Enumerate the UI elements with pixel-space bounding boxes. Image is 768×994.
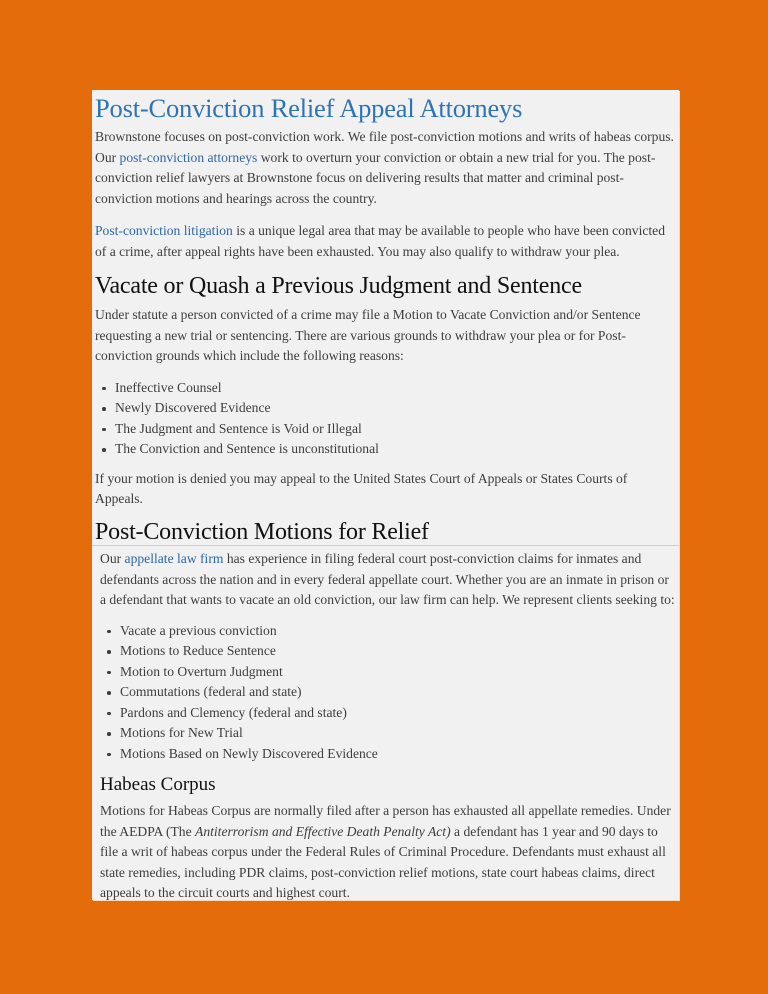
vacate-outro: If your motion is denied you may appeal to the United States Court of Appeals or States Courts of Appeals. bbox=[95, 470, 628, 506]
content-panel bbox=[92, 90, 679, 900]
section-overview bbox=[95, 90, 675, 547]
habeas-heading: Habeas Corpus bbox=[100, 774, 216, 795]
habeas-text: a defendant has 1 year and 90 days to file a writ of habeas corpus under the Federal Rules of Criminal Procedure. Defendants must exhaust all state remedies, including PDR claims, post-conviction relief motions, state court habeas claims, direct appeals to the circuit courts and highest court. bbox=[100, 823, 666, 900]
intro-paragraph-2 bbox=[95, 221, 675, 262]
list-item: Motions to Reduce Sentence bbox=[100, 641, 676, 662]
list-item: Motions Based on Newly Discovered Evidence bbox=[100, 744, 676, 765]
post-conviction-litigation-link[interactable]: Post-conviction litigation bbox=[95, 223, 233, 238]
section-motions bbox=[100, 546, 676, 904]
habeas-text: Motions for Habeas Corpus are normally filed after a person has exhausted all appellate remedies. Under the AEDPA (The bbox=[100, 803, 671, 839]
post-conviction-attorneys-link[interactable]: post-conviction attorneys bbox=[119, 149, 258, 165]
list-item: Commutations (federal and state) bbox=[100, 682, 676, 703]
list-item: Ineffective Counsel bbox=[95, 378, 675, 399]
motions-text: has experience in filing federal court post-conviction claims for inmates and defendants across the nation and in every federal appellate court. Whether you are an inmate in prison or a defendant that wants to vacate an old conviction, our law firm can help. We represent clients seeking to: bbox=[100, 551, 675, 607]
motions-text: Our bbox=[100, 551, 125, 566]
list-item: The Judgment and Sentence is Void or Illegal bbox=[95, 419, 675, 440]
page-title: Post-Conviction Relief Appeal Attorneys bbox=[95, 93, 523, 123]
intro-text: work to overturn your conviction or obtain a new trial for you. The post-conviction relief lawyers at Brownstone focus on delivering results that matter and criminal post-conviction motions and hearings across the country. bbox=[95, 149, 656, 206]
list-item: Motions for New Trial bbox=[100, 723, 676, 744]
motions-heading: Post-Conviction Motions for Relief bbox=[95, 518, 429, 545]
intro-paragraph-1 bbox=[95, 127, 675, 209]
services-list bbox=[100, 621, 676, 765]
habeas-paragraph bbox=[100, 801, 676, 904]
list-item: Vacate a previous conviction bbox=[100, 621, 676, 642]
list-item: Motion to Overturn Judgment bbox=[100, 662, 676, 683]
list-item: Newly Discovered Evidence bbox=[95, 398, 675, 419]
reasons-list bbox=[95, 378, 675, 460]
intro-text: is a unique legal area that may be available to people who have been convicted of a crime, after appeal rights have been exhausted. You may also qualify to withdraw your plea. bbox=[95, 223, 666, 259]
list-item: Pardons and Clemency (federal and state) bbox=[100, 703, 676, 724]
aedpa-act-name: Antiterrorism and Effective Death Penalty Act) bbox=[195, 823, 451, 839]
list-item: The Conviction and Sentence is unconstitutional bbox=[95, 439, 675, 460]
motions-intro bbox=[100, 549, 676, 611]
vacate-heading: Vacate or Quash a Previous Judgment and Sentence bbox=[95, 273, 582, 299]
vacate-intro: Under statute a person convicted of a crime may file a Motion to Vacate Conviction and/or Sentence requesting a new trial or sentencing. There are various grounds to withdraw your plea or for Post-conviction grounds which include the following reasons: bbox=[95, 307, 641, 363]
appellate-law-firm-link[interactable]: appellate law firm bbox=[124, 551, 224, 566]
intro-text: Brownstone focuses on post-conviction work. We file post-conviction motions and writs of habeas corpus. Our bbox=[95, 129, 674, 165]
